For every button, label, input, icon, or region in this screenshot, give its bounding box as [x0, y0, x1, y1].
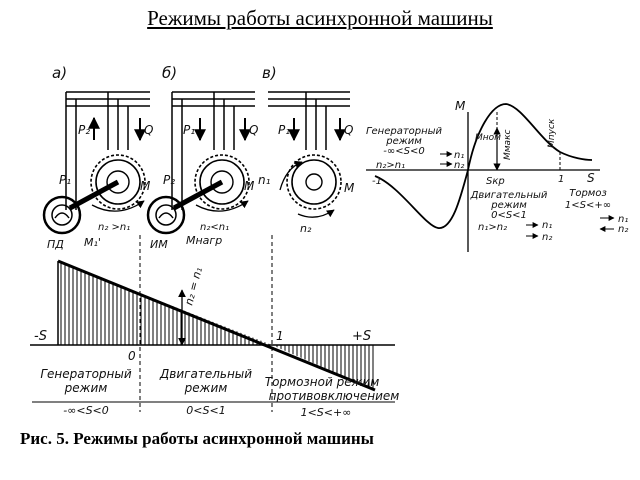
svg-text:S: S — [587, 171, 595, 185]
svg-text:Генераторный: Генераторный — [365, 126, 443, 137]
svg-text:P₁: P₁ — [278, 123, 291, 137]
panel-b — [148, 92, 258, 251]
svg-text:0: 0 — [128, 349, 136, 363]
svg-text:M: M — [244, 179, 255, 193]
panel-a — [44, 92, 153, 251]
svg-text:n₂>n₁: n₂>n₁ — [376, 160, 406, 171]
svg-text:P₂: P₂ — [78, 123, 91, 137]
mode-motor-label: Двигательный — [159, 367, 253, 381]
svg-text:1<S<+∞: 1<S<+∞ — [300, 406, 352, 419]
svg-text:P₁: P₁ — [59, 173, 72, 187]
svg-text:режим: режим — [184, 381, 228, 395]
svg-text:Двигательный: Двигательный — [470, 190, 548, 201]
svg-text:n₂<n₁: n₂<n₁ — [200, 222, 230, 233]
svg-text:1: 1 — [558, 174, 565, 185]
svg-text:M: M — [455, 99, 466, 113]
svg-text:n₁>n₂: n₁>n₂ — [478, 222, 508, 233]
torque-slip-curve — [375, 104, 592, 228]
svg-text:Mном: Mном — [475, 133, 501, 143]
svg-text:n₂: n₂ — [542, 232, 553, 243]
svg-text:n₁: n₁ — [618, 214, 629, 225]
page-title: Режимы работы асинхронной машины — [147, 6, 493, 30]
svg-text:Mпуск: Mпуск — [547, 118, 557, 148]
svg-text:Mнагр: Mнагр — [186, 234, 223, 247]
svg-text:ИМ: ИМ — [150, 238, 168, 251]
svg-text:-∞<S<0: -∞<S<0 — [383, 146, 425, 157]
svg-text:режим: режим — [386, 136, 422, 147]
svg-text:Тормоз: Тормоз — [569, 188, 607, 199]
svg-text:n₂: n₂ — [618, 224, 629, 235]
svg-text:противовключением: противовключением — [268, 389, 400, 403]
svg-text:n₂: n₂ — [300, 222, 312, 235]
svg-text:n₁: n₁ — [258, 173, 271, 187]
svg-text:-1: -1 — [372, 176, 382, 187]
torque-curve — [366, 99, 628, 252]
svg-text:+S: +S — [352, 329, 372, 344]
svg-text:Sкр: Sкр — [486, 176, 505, 187]
mode-brake-label: Тормозной режим — [264, 375, 380, 389]
svg-text:-∞<S<0: -∞<S<0 — [63, 404, 109, 417]
svg-text:0<S<1: 0<S<1 — [186, 404, 226, 417]
svg-text:M₁': M₁' — [84, 236, 101, 249]
panel-v — [258, 92, 355, 235]
panel-a-letter: а) — [52, 64, 68, 82]
svg-text:P₂: P₂ — [163, 173, 176, 187]
svg-text:0<S<1: 0<S<1 — [491, 210, 527, 221]
svg-text:Q: Q — [144, 123, 154, 137]
svg-text:n₂ = n₁: n₂ = n₁ — [182, 265, 205, 307]
mode-generator-label: Генераторный — [40, 367, 132, 381]
svg-text:n₁: n₁ — [542, 220, 553, 231]
svg-text:Mмакс: Mмакс — [503, 129, 513, 160]
panel-b-letter: б) — [162, 64, 178, 82]
svg-text:1: 1 — [276, 329, 284, 343]
svg-text:1<S<+∞: 1<S<+∞ — [564, 200, 612, 211]
svg-text:Q: Q — [344, 123, 354, 137]
svg-text:ПД: ПД — [47, 238, 64, 251]
svg-text:P₁: P₁ — [183, 123, 196, 137]
svg-text:-S: -S — [34, 329, 47, 344]
svg-text:режим: режим — [491, 200, 527, 211]
svg-text:M: M — [140, 179, 151, 193]
svg-text:M: M — [344, 181, 355, 195]
svg-text:Q: Q — [249, 123, 259, 137]
svg-text:n₂: n₂ — [454, 160, 465, 171]
svg-text:n₁: n₁ — [454, 150, 465, 161]
svg-text:n₂ >n₁: n₂ >n₁ — [98, 222, 131, 233]
svg-text:режим: режим — [64, 381, 108, 395]
figure-caption: Рис. 5. Режимы работы асинхронной машины — [20, 429, 374, 448]
panel-v-letter: в) — [262, 64, 277, 82]
